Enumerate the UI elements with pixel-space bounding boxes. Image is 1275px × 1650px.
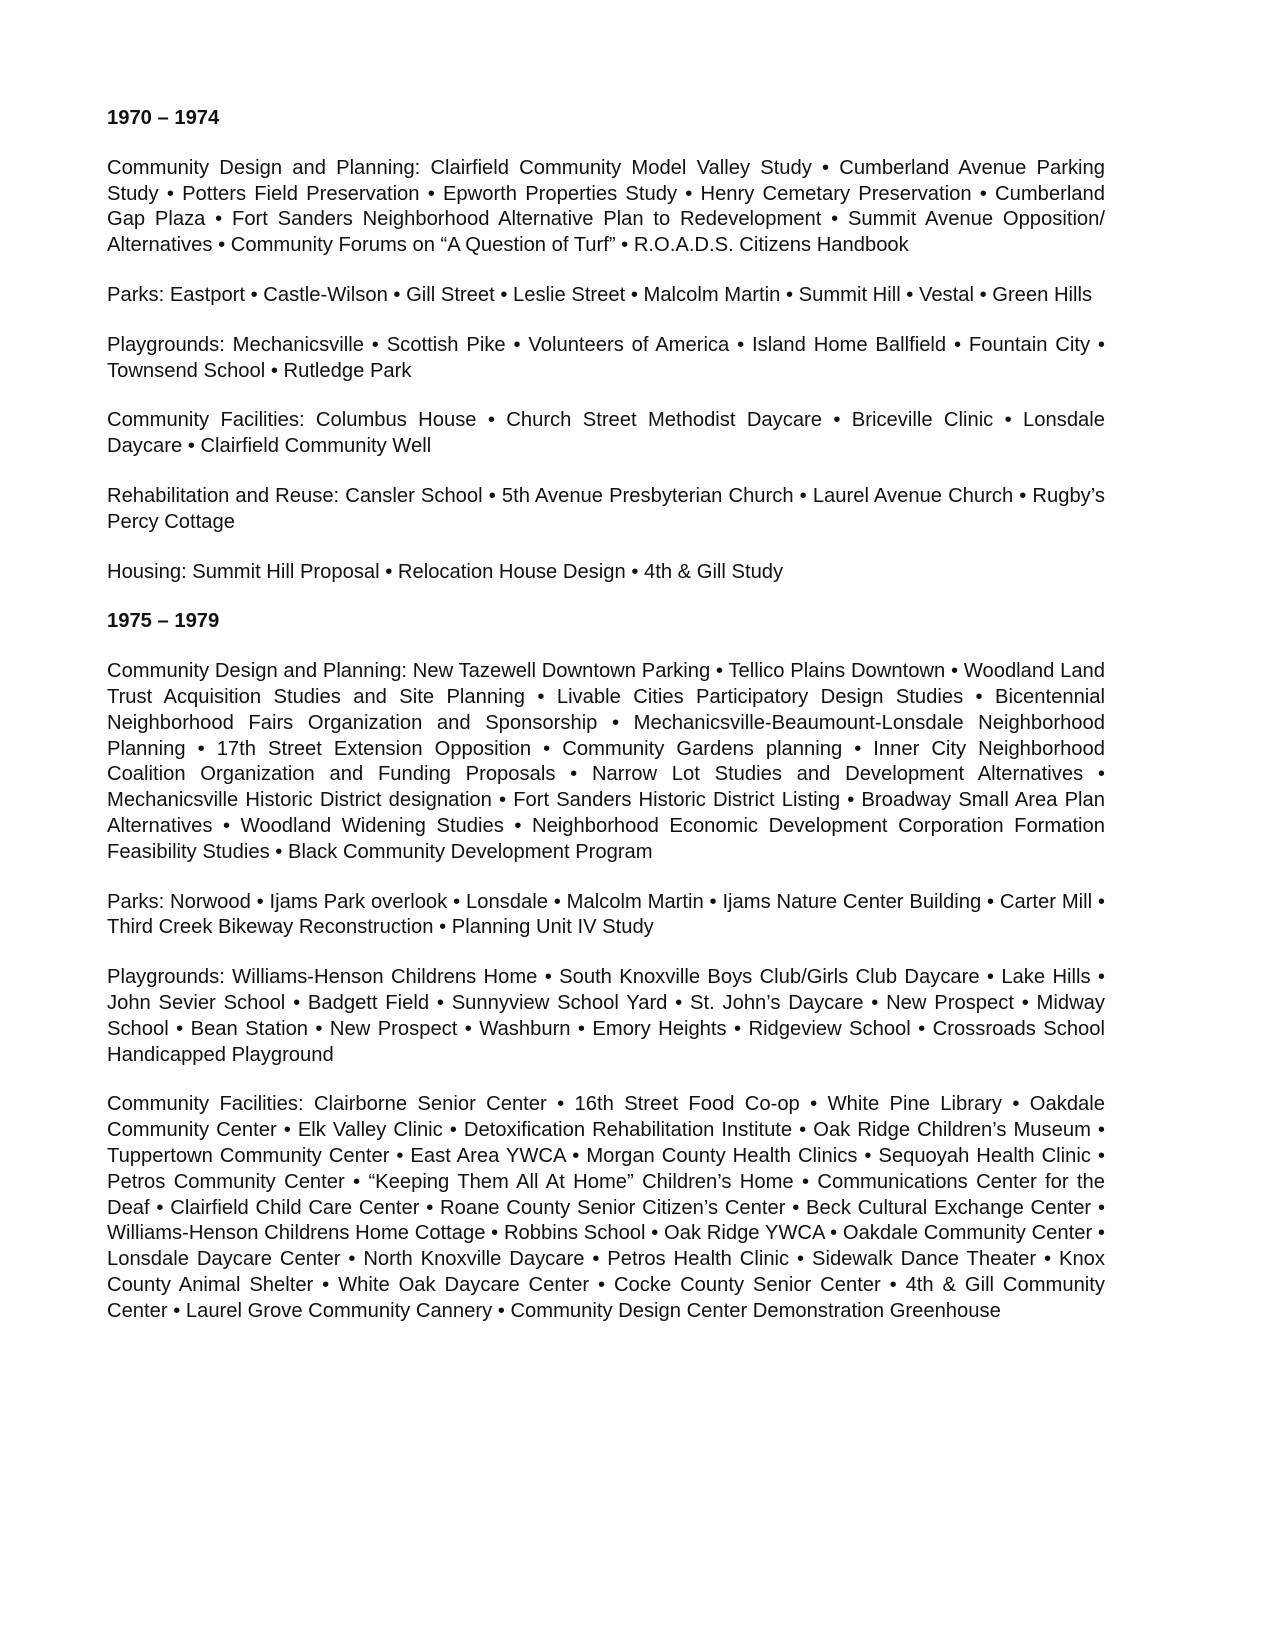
rehabilitation-reuse-paragraph: Rehabilitation and Reuse: Cansler School • 5th Avenue Presbyterian Church • Laurel Avenue Church • Rugby’s Percy Cottage bbox=[107, 484, 1105, 533]
community-design-planning-paragraph: Community Design and Planning: Clairfield Community Model Valley Study • Cumberland Avenue Parking Study • Potters Field Preservation • Epworth Properties Study • Henry Cemetary Preservation • Cumberland Gap Plaza • Fort Sanders Neighborhood Alternative Plan to Redevelopment • Summit Avenue Opposition/ Alternatives • Community Forums on “A Question of Turf” • R.O.A.D.S. Citizens Handbook bbox=[107, 156, 1105, 257]
community-facilities-paragraph: Community Facilities: Clairborne Senior Center • 16th Street Food Co-op • White Pine Library • Oakdale Community Center • Elk Valley Clinic • Detoxification Rehabilitation Institute • Oak Ridge Children’s Museum • Tuppertown Community Center • East Area YWCA • Morgan County Health Clinics • Sequoyah Health Clinic • Petros Community Center • “Keeping Them All At Home” Children’s Home • Communications Center for the Deaf • Clairfield Child Care Center • Roane County Senior Citizen’s Center • Beck Cultural Exchange Center • Williams-Henson Childrens Home Cottage • Robbins School • Oak Ridge YWCA • Oakdale Community Center • Lonsdale Daycare Center • North Knoxville Daycare • Petros Health Clinic • Sidewalk Dance Theater • Knox County Animal Shelter • White Oak Daycare Center • Cocke County Senior Center • 4th & Gill Community Center • Laurel Grove Community Cannery • Community Design Center Demonstration Greenhouse bbox=[107, 1093, 1105, 1322]
section-1970-1974 bbox=[107, 106, 1105, 585]
housing-paragraph: Housing: Summit Hill Proposal • Relocation House Design • 4th & Gill Study bbox=[107, 560, 784, 583]
community-design-planning-paragraph: Community Design and Planning: New Tazewell Downtown Parking • Tellico Plains Downtown • Woodland Land Trust Acquisition Studies and Site Planning • Livable Cities Participatory Design Studies • Bicentennial Neighborhood Fairs Organization and Sponsorship • Mechanicsville-Beaumount-Lonsdale Neighborhood Planning • 17th Street Extension Opposition • Community Gardens planning • Inner City Neighborhood Coalition Organization and Funding Proposals • Narrow Lot Studies and Development Alternatives • Mechanicsville Historic District designation • Fort Sanders Historic District Listing • Broadway Small Area Plan Alternatives • Woodland Widening Studies • Neighborhood Economic Development Corporation Formation Feasibility Studies • Black Community Development Program bbox=[107, 660, 1105, 863]
playgrounds-paragraph: Playgrounds: Williams-Henson Childrens Home • South Knoxville Boys Club/Girls Club Daycare • Lake Hills • John Sevier School • Badgett Field • Sunnyview School Yard • St. John’s Daycare • New Prospect • Midway School • Bean Station • New Prospect • Washburn • Emory Heights • Ridgeview School • Crossroads School Handicapped Playground bbox=[107, 966, 1105, 1066]
section-1975-1979 bbox=[107, 609, 1105, 1324]
document-page bbox=[107, 106, 1105, 1348]
section-heading: 1975 – 1979 bbox=[107, 610, 220, 633]
playgrounds-paragraph: Playgrounds: Mechanicsville • Scottish Pike • Volunteers of America • Island Home Ballfield • Fountain City • Townsend School • Rutledge Park bbox=[107, 333, 1105, 382]
section-heading: 1970 – 1974 bbox=[107, 107, 220, 129]
parks-paragraph: Parks: Eastport • Castle-Wilson • Gill Street • Leslie Street • Malcolm Martin • Summit Hill • Vestal • Green Hills bbox=[107, 283, 1093, 306]
community-facilities-paragraph: Community Facilities: Columbus House • Church Street Methodist Daycare • Briceville Clinic • Lonsdale Daycare • Clairfield Community Well bbox=[107, 409, 1105, 458]
parks-paragraph: Parks: Norwood • Ijams Park overlook • Lonsdale • Malcolm Martin • Ijams Nature Center Building • Carter Mill • Third Creek Bikeway Reconstruction • Planning Unit IV Study bbox=[107, 890, 1105, 939]
